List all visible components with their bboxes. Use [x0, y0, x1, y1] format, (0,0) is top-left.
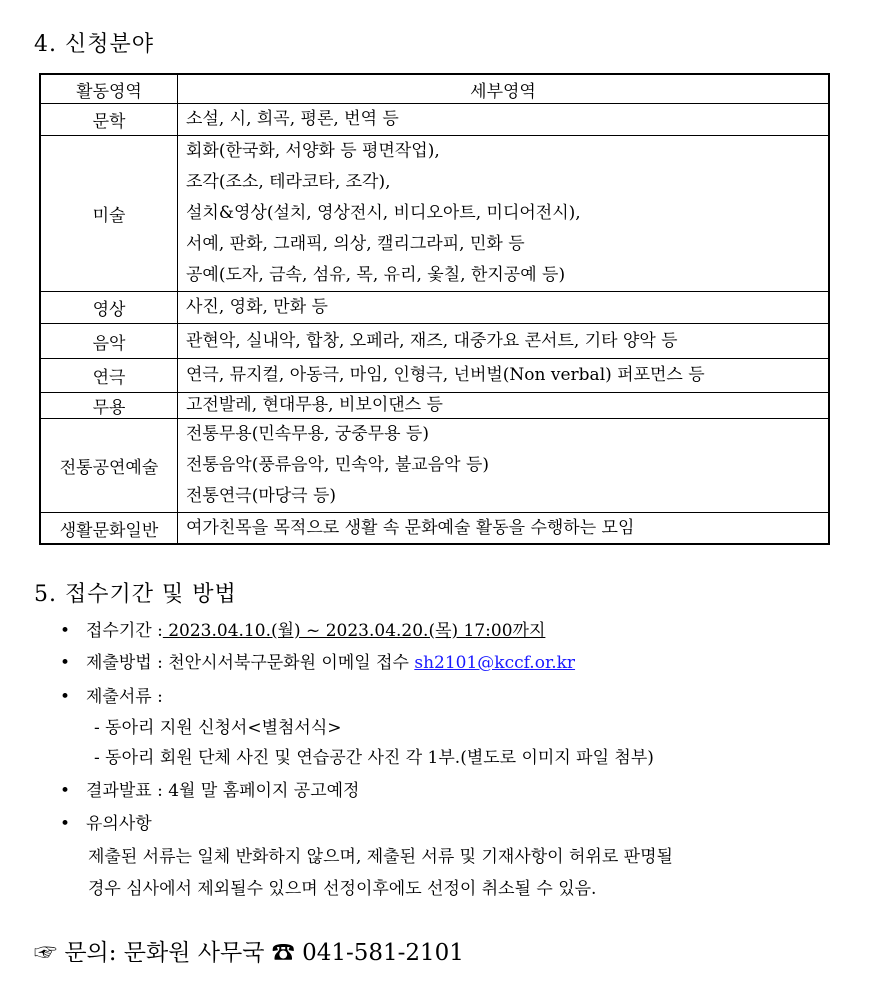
- bullet-icon: •: [60, 687, 71, 707]
- detail-line: 전통연극(마당극 등): [186, 486, 337, 506]
- detail-line: 회화(한국화, 서양화 등 평면작업),: [186, 141, 440, 161]
- detail-line: 관현악, 실내악, 합창, 오페라, 재즈, 대중가요 콘서트, 기타 양악 등: [186, 331, 678, 351]
- table-row: [40, 393, 829, 419]
- detail-line: 고전발레, 현대무용, 비보이댄스 등: [186, 395, 443, 415]
- table-row: [40, 513, 829, 545]
- period-label: 접수기간 :: [86, 621, 163, 641]
- method-item: [60, 648, 575, 673]
- period-item: [60, 616, 545, 641]
- detail-line: 전통음악(풍류음악, 민속악, 불교음악 등): [186, 455, 490, 475]
- row-detail: [178, 419, 830, 513]
- bullet-icon: •: [60, 781, 71, 801]
- row-category: 문학: [40, 104, 178, 136]
- detail-line: 설치&영상(설치, 영상전시, 비디오아트, 미디어전시),: [186, 203, 581, 223]
- method-label: 제출방법 : 천안시서북구문화원 이메일 접수: [86, 653, 415, 673]
- detail-line: 전통무용(민속무용, 궁중무용 등): [186, 424, 429, 444]
- section-4-title: 4. 신청분야: [34, 32, 154, 57]
- table-row: [40, 359, 829, 393]
- detail-line: 공예(도자, 금속, 섬유, 목, 유리, 옻칠, 한지공예 등): [186, 265, 566, 285]
- row-detail: [178, 359, 830, 393]
- row-detail: [178, 324, 830, 359]
- period-value: 2023.04.10.(월) ~ 2023.04.20.(목) 17:00까지: [162, 621, 546, 641]
- result-item: [60, 776, 359, 801]
- email-link[interactable]: sh2101@kccf.or.kr: [414, 653, 576, 673]
- section-5-title: 5. 접수기간 및 방법: [34, 582, 237, 607]
- contact-phone: 041-581-2101: [302, 940, 464, 966]
- table-header-row: [40, 74, 829, 104]
- row-category: 음악: [40, 324, 178, 359]
- row-detail: [178, 136, 830, 292]
- row-category: 무용: [40, 393, 178, 419]
- notice-item: [60, 809, 152, 834]
- table-row: [40, 136, 829, 292]
- documents-item: [60, 682, 163, 707]
- row-category: 전통공연예술: [40, 419, 178, 513]
- documents-label: 제출서류 :: [86, 687, 163, 707]
- notice-label: 유의사항: [86, 814, 152, 834]
- pointing-hand-icon: ☞: [34, 940, 57, 966]
- detail-line: 소설, 시, 희곡, 평론, 번역 등: [186, 109, 399, 129]
- contact-line: [34, 934, 464, 967]
- telephone-icon: ☎: [271, 940, 295, 966]
- row-detail: [178, 393, 830, 419]
- row-category: 영상: [40, 292, 178, 324]
- detail-line: 사진, 영화, 만화 등: [186, 297, 328, 317]
- detail-line: 여가친목을 목적으로 생활 속 문화예술 활동을 수행하는 모임: [186, 518, 635, 538]
- bullet-icon: •: [60, 814, 71, 834]
- header-category: 활동영역: [40, 74, 178, 104]
- bullet-icon: •: [60, 621, 71, 641]
- row-detail: [178, 513, 830, 545]
- row-detail: [178, 292, 830, 324]
- document-sub-item: - 동아리 회원 단체 사진 및 연습공간 사진 각 1부.(별도로 이미지 파일 첨부): [94, 748, 654, 768]
- detail-line: 조각(조소, 테라코타, 조각),: [186, 172, 391, 192]
- application-field-table: [39, 73, 830, 545]
- header-detail: 세부영역: [178, 74, 830, 104]
- notice-line: 경우 심사에서 제외될수 있으며 선정이후에도 선정이 취소될 수 있음.: [88, 879, 597, 899]
- row-category: 생활문화일반: [40, 513, 178, 545]
- row-category: 미술: [40, 136, 178, 292]
- contact-label: 문의: 문화원 사무국: [64, 940, 265, 966]
- table-row: [40, 324, 829, 359]
- detail-line: 서예, 판화, 그래픽, 의상, 캘리그라피, 민화 등: [186, 234, 525, 254]
- table-row: [40, 104, 829, 136]
- bullet-icon: •: [60, 653, 71, 673]
- detail-line: 연극, 뮤지컬, 아동극, 마임, 인형극, 넌버벌(Non verbal) 퍼포먼스 등: [186, 365, 705, 385]
- row-detail: [178, 104, 830, 136]
- row-category: 연극: [40, 359, 178, 393]
- notice-line: 제출된 서류는 일체 반화하지 않으며, 제출된 서류 및 기재사항이 허위로 판명될: [88, 847, 673, 867]
- table-row: [40, 292, 829, 324]
- table-row: [40, 419, 829, 513]
- document-sub-item: - 동아리 지원 신청서<별첨서식>: [94, 718, 342, 738]
- result-text: 결과발표 : 4월 말 홈페이지 공고예정: [86, 781, 360, 801]
